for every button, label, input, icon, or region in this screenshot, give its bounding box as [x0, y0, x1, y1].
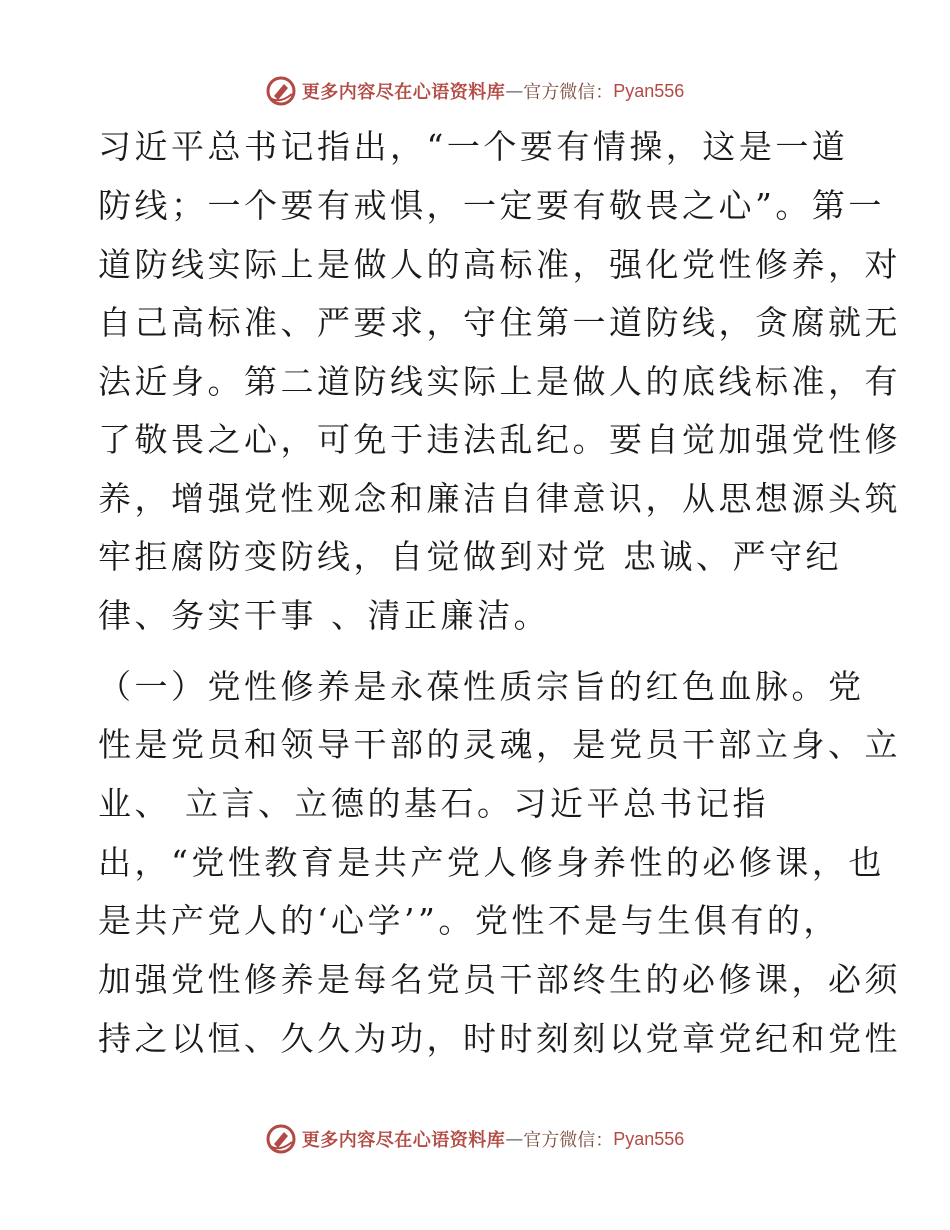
- header-banner: [0, 71, 950, 111]
- text-line: 习近平总书记指出，“一个要有情操，这是一道: [98, 127, 849, 166]
- header-wechat-id: Pyan556: [613, 80, 685, 101]
- footer-wechat-label: 官方微信：: [523, 1130, 614, 1151]
- text-line: 业、 立言、立德的基石。习近平总书记指: [98, 784, 769, 823]
- text-line: 道防线实际上是做人的高标准，强化党性修养，对: [98, 245, 901, 284]
- text-line: 自己高标准、严要求，守住第一道防线，贪腐就无: [98, 303, 901, 342]
- footer-promo-text: 更多内容尽在心语资料库: [301, 1130, 506, 1151]
- text-line: 法近身。第二道防线实际上是做人的底线标准，有: [98, 362, 901, 401]
- footer-wechat-id: Pyan556: [613, 1128, 685, 1149]
- footer-dash: —: [505, 1128, 524, 1150]
- header-promo-text: 更多内容尽在心语资料库: [301, 82, 506, 103]
- brand-logo-icon: [266, 1124, 296, 1154]
- header-wechat-label: 官方微信：: [523, 82, 614, 103]
- text-line: 防线；一个要有戒惧，一定要有敬畏之心”。第一: [98, 186, 885, 225]
- text-line: 了敬畏之心，可免于违法乱纪。要自觉加强党性修: [98, 420, 901, 459]
- text-line: 出，“党性教育是共产党人修身养性的必修课，也: [98, 843, 885, 882]
- text-line: （一）党性修养是永葆性质宗旨的红色血脉。党: [98, 667, 865, 706]
- brand-logo-icon: [266, 76, 296, 106]
- text-line: 持之以恒、久久为功，时时刻刻以党章党纪和党性: [98, 1019, 901, 1058]
- text-line: 是共产党人的‘心学’”。党性不是与生俱有的，: [98, 901, 840, 940]
- text-line: 性是党员和领导干部的灵魂，是党员干部立身、立: [98, 725, 901, 764]
- text-line: 养，增强党性观念和廉洁自律意识，从思想源头筑: [98, 479, 901, 518]
- text-line: 律、务实干事 、清正廉洁。: [98, 596, 550, 635]
- footer-banner: [0, 1119, 950, 1159]
- text-line: 牢拒腐防变防线，自觉做到对党 忠诚、严守纪: [98, 537, 842, 576]
- text-line: 加强党性修养是每名党员干部终生的必修课，必须: [98, 960, 901, 999]
- header-dash: —: [505, 80, 524, 102]
